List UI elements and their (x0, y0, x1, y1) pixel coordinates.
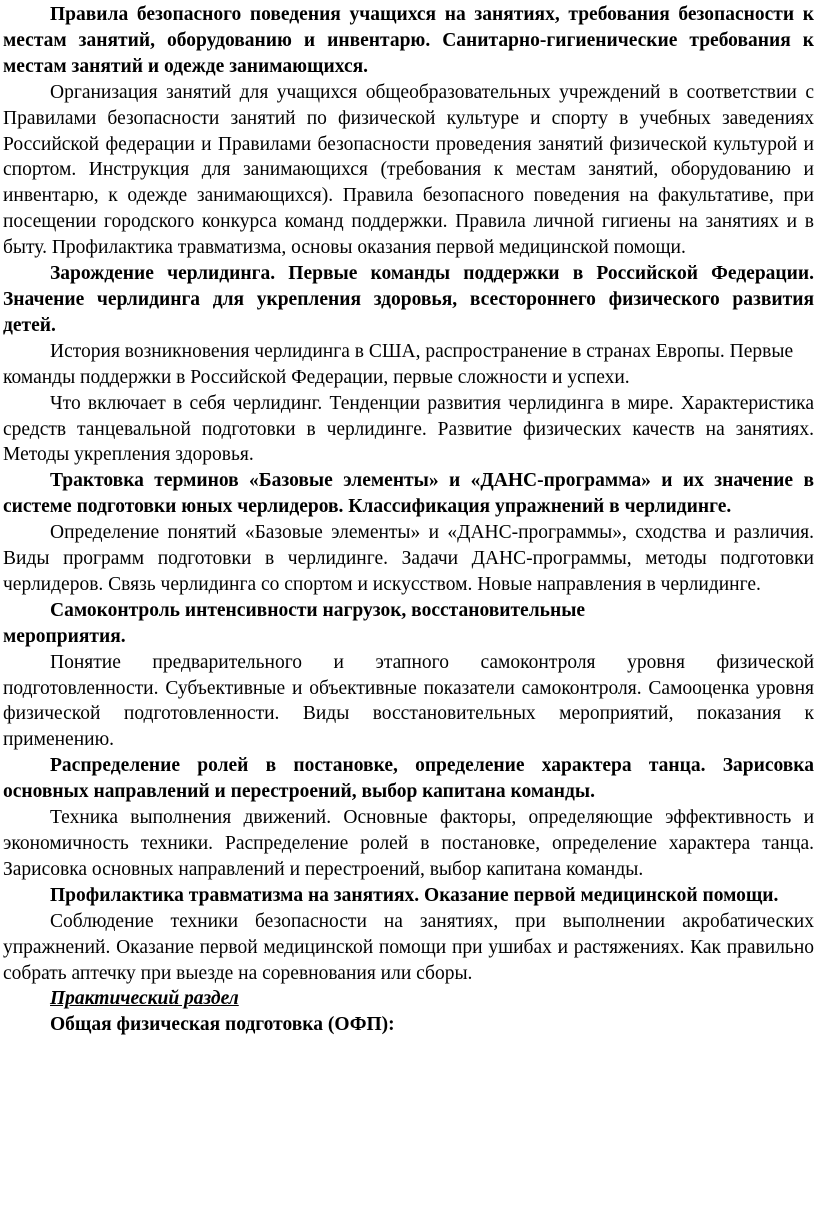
paragraph-cheerleading-history: История возникновения черлидинга в США, распространение в странах Европы. Первые команды поддержки в Российской Федерации, первые сложности и успехи. (3, 340, 794, 388)
paragraph-cheerleading-contents: Что включает в себя черлидинг. Тенденции развития черлидинга в мире. Характеристика средств танцевальной подготовки в черлидинге. Развитие физических качеств на занятиях. Методы укрепления здоровья. (3, 392, 814, 466)
heading-self-control: Самоконтроль интенсивности нагрузок, восстановительные мероприятия. (3, 599, 586, 647)
heading-cheerleading-origins: Зарождение черлидинга. Первые команды поддержки в Российской Федерации. Значение черлидинга для укрепления здоровья, всестороннего физического развития детей. (3, 263, 814, 336)
heading-terms-classification: Трактовка терминов «Базовые элементы» и «ДАНС-программа» и их значение в системе подготовки юных черлидеров. Классификация упражнений в черлидинге. (3, 470, 814, 518)
heading-safety-rules: Правила безопасного поведения учащихся на занятиях, требования безопасности к местам занятий, оборудованию и инвентарю. Санитарно-гигиенические требования к местам занятий и одежде занимающихся. (3, 4, 814, 77)
heading-roles-distribution: Распределение ролей в постановке, определение характера танца. Зарисовка основных направлений и перестроений, выбор капитана команды. (3, 755, 814, 803)
section-practical: Практический раздел (50, 988, 239, 1010)
paragraph-technique: Техника выполнения движений. Основные факторы, определяющие эффективность и экономичность техники. Распределение ролей в постановке, определение характера танца. Зарисовка основных направлений и перестроений, выбор капитана команды. (3, 807, 814, 880)
paragraph-self-control: Понятие предварительного и этапного самоконтроля уровня физической подготовленности. Субъективные и объективные показатели самоконтроля. Самооценка уровня физической подготовленности. Виды восстановительных мероприятий, показания к применению. (3, 651, 814, 751)
paragraph-injury-prevention: Соблюдение техники безопасности на занятиях, при выполнении акробатических упражнений. Оказание первой медицинской помощи при ушибах и растяжениях. Как правильно собрать аптечку при выезде на соревнования или сборы. (3, 910, 814, 984)
heading-general-physical-training: Общая физическая подготовка (ОФП): (50, 1014, 395, 1036)
paragraph-safety-organization: Организация занятий для учащихся общеобразовательных учреждений в соответствии с Правилами безопасности занятий по физической культуре и спорту в учебных заведениях Российской федерации и Правилами безопасности проведения занятий физической культурой и спортом. Инструкция для занимающихся (требования к местам занятий, оборудованию и инвентарю, к одежде занимающихся). Правила безопасного поведения на факультативе, при посещении городского конкурса команд поддержки. Правила личной гигиены на занятиях и в быту. Профилактика травматизма, основы оказания первой медицинской помощи. (3, 81, 814, 259)
paragraph-terms-definition: Определение понятий «Базовые элементы» и «ДАНС-программы», сходства и различия. Виды программ подготовки в черлидинге. Задачи ДАНС-программы, методы подготовки черлидеров. Связь черлидинга со спортом и искусством. Новые направления в черлидинге. (3, 522, 814, 595)
heading-injury-prevention: Профилактика травматизма на занятиях. Оказание первой медицинской помощи. (50, 884, 779, 906)
